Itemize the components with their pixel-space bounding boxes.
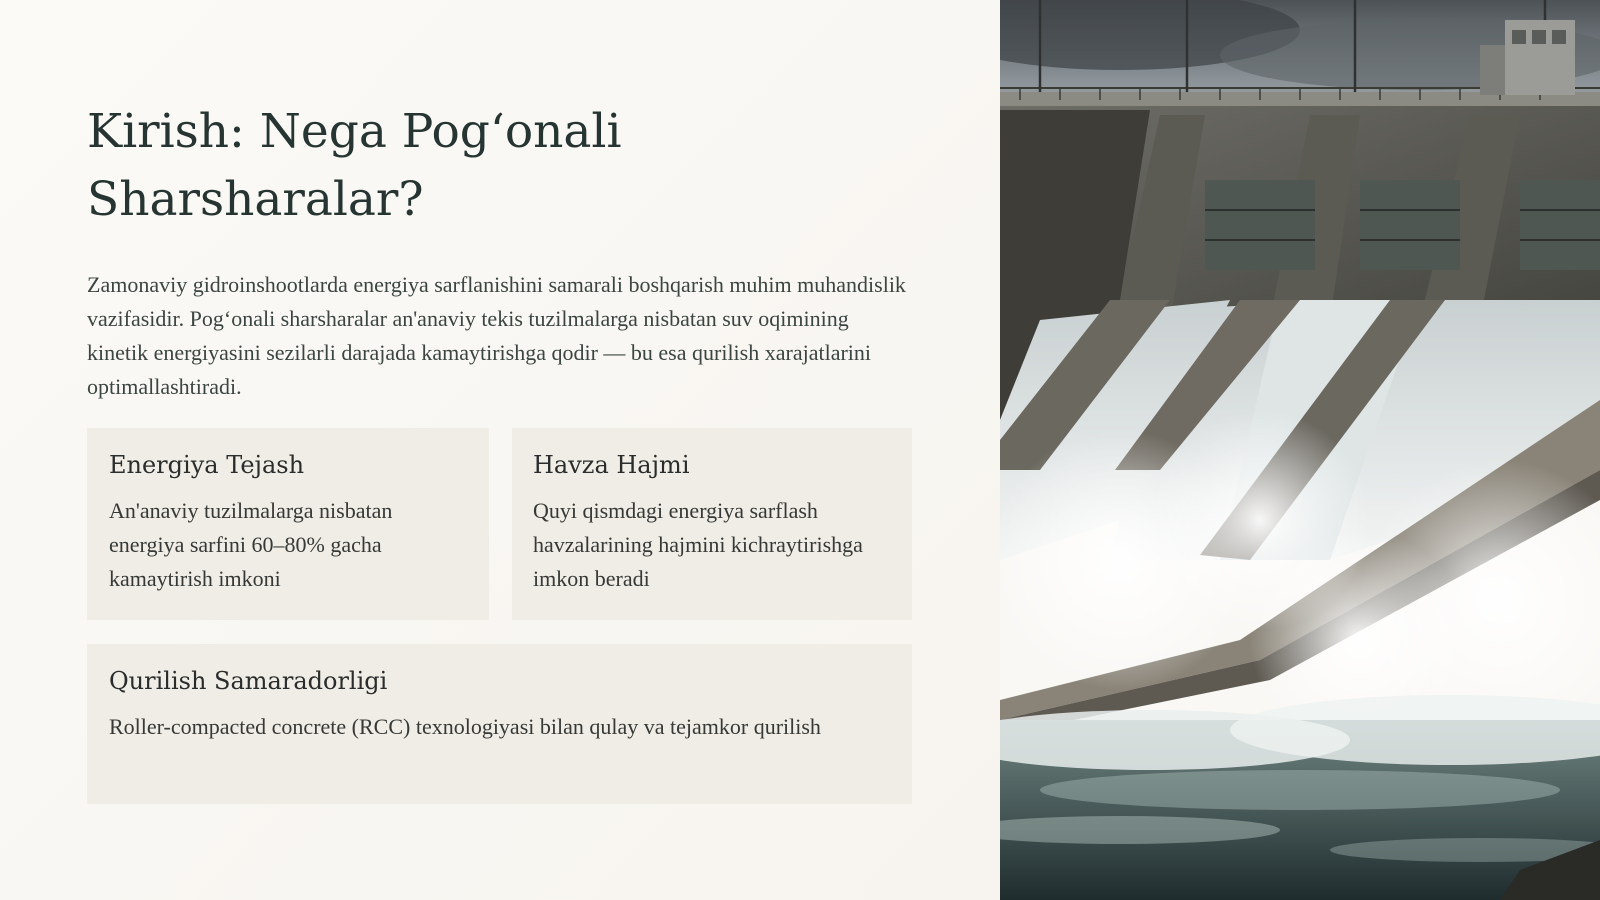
- card-title: Havza Hajmi: [533, 451, 690, 479]
- card-construction-efficiency: [87, 644, 912, 804]
- card-title: Energiya Tejash: [109, 451, 305, 479]
- card-energy-saving: [87, 428, 489, 620]
- card-text: Quyi qismdagi energiya sarflash havzalarining hajmini kichraytirishga imkon beradi: [533, 498, 863, 591]
- card-title: Qurilish Samaradorligi: [109, 667, 388, 695]
- card-text: Roller-compacted concrete (RCC) texnologiyasi bilan qulay va tejamkor qurilish: [109, 714, 821, 739]
- slide-title: Kirish: Nega Pogʻonali Sharsharalar?: [87, 104, 622, 227]
- intro-paragraph: Zamonaviy gidroinshootlarda energiya sarflanishini samarali boshqarish muhim muhandislik vazifasidir. Pogʻonali sharsharalar an'anaviy tekis tuzilmalarga nisbatan suv oqimining kinetik energiyasini sezilarli darajada kamaytirishga qodir — bu esa qurilish xarajatlarini optimallashtiradi.: [87, 272, 906, 399]
- card-text: An'anaviy tuzilmalarga nisbatan energiya sarfini 60–80% gacha kamaytirish imkoni: [109, 498, 393, 591]
- spillway-dam-photo: [1000, 0, 1600, 900]
- card-basin-volume: [512, 428, 912, 620]
